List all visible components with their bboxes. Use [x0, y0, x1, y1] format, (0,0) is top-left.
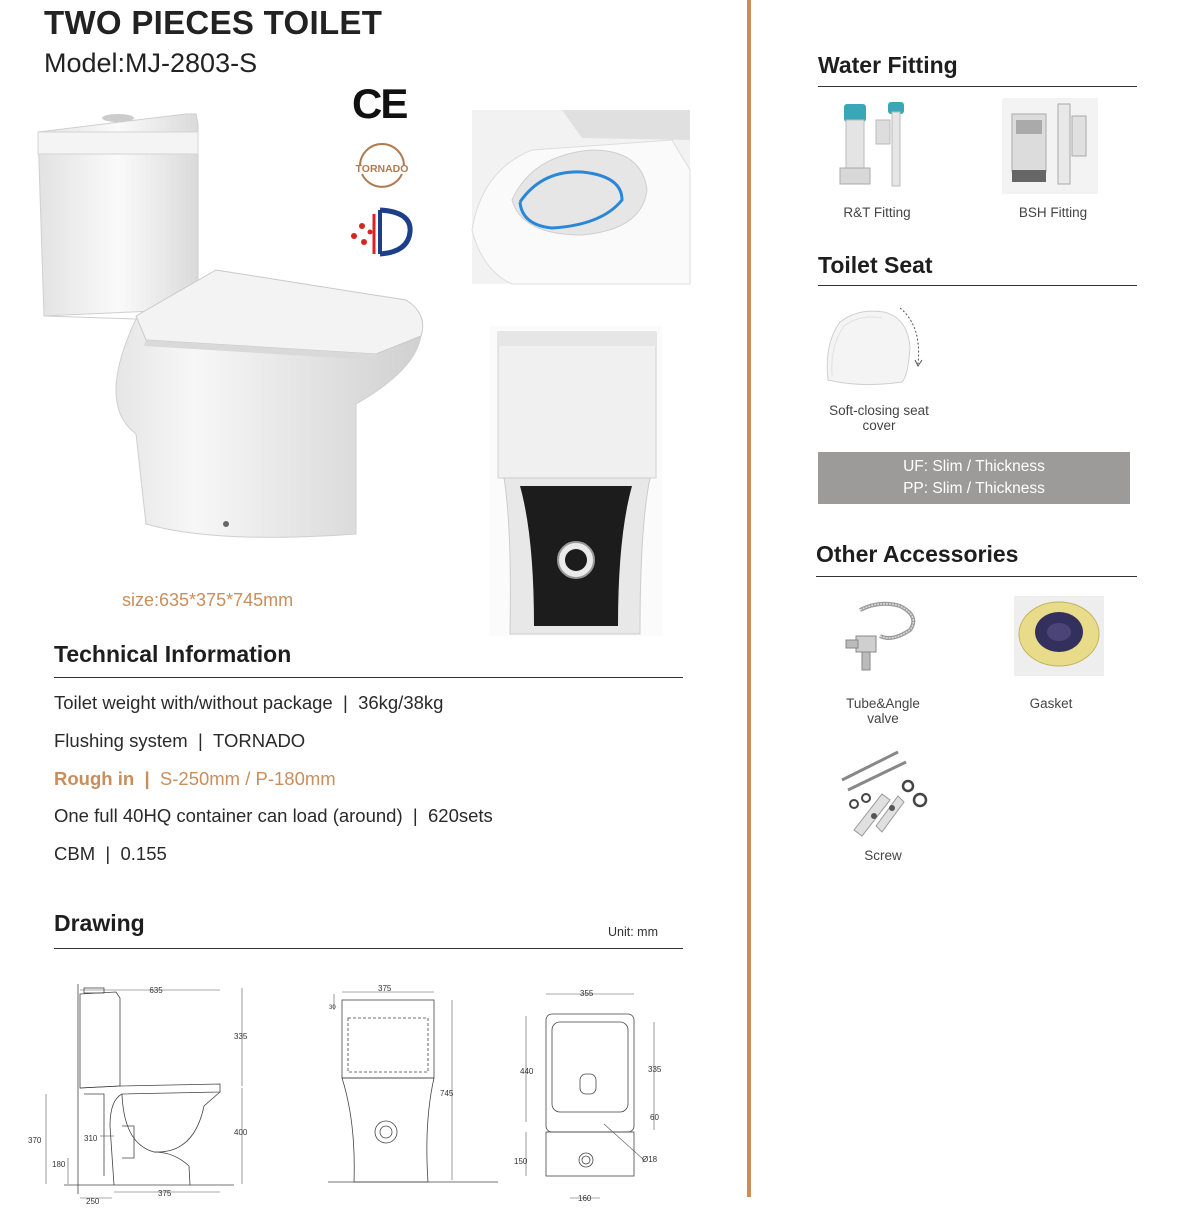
svg-text:180: 180 — [52, 1160, 66, 1169]
spec-separator: | — [412, 805, 418, 826]
spec-row-flushing — [54, 730, 305, 752]
svg-text:335: 335 — [648, 1065, 662, 1074]
screw-label: Screw — [864, 848, 902, 863]
spec-label: CBM — [54, 843, 96, 864]
drawing-heading: Drawing — [54, 910, 145, 936]
spec-value: 0.155 — [120, 843, 167, 864]
svg-text:355: 355 — [580, 989, 594, 998]
svg-text:745: 745 — [440, 1089, 454, 1098]
svg-text:150: 150 — [514, 1157, 528, 1166]
svg-text:440: 440 — [520, 1067, 534, 1076]
accessory-label-line2: valve — [867, 711, 899, 726]
spec-row-rough-in — [54, 768, 336, 790]
spec-value: TORNADO — [213, 730, 306, 751]
screw-image — [836, 746, 932, 840]
svg-text:TORNADO: TORNADO — [355, 163, 409, 175]
spec-label: Rough in — [54, 768, 135, 789]
technical-divider — [54, 677, 683, 678]
spec-separator: | — [342, 692, 348, 713]
svg-text:335: 335 — [234, 1032, 248, 1041]
spec-label: One full 40HQ container can load (around) — [54, 805, 403, 826]
seat-spec-box — [818, 452, 1130, 504]
gasket-label: Gasket — [1029, 696, 1073, 711]
ce-mark: CE — [352, 80, 407, 127]
svg-text:Ø18: Ø18 — [642, 1155, 658, 1164]
gasket-image — [1014, 596, 1104, 676]
svg-text:370: 370 — [28, 1136, 42, 1145]
front-view-photo — [490, 326, 662, 636]
svg-text:375: 375 — [378, 984, 392, 993]
tube-angle-valve-label — [826, 696, 940, 726]
svg-text:60: 60 — [650, 1113, 659, 1122]
toilet-seat-heading: Toilet Seat — [818, 252, 933, 278]
unit-label: Unit: mm — [608, 925, 658, 939]
tube-angle-valve-image — [840, 596, 930, 682]
other-accessories-heading: Other Accessories — [816, 541, 1019, 567]
spec-value: S-250mm / P-180mm — [159, 768, 336, 789]
column-divider — [747, 0, 751, 1197]
bsh-fitting-image — [1002, 98, 1098, 194]
svg-text:375: 375 — [158, 1189, 172, 1198]
toilet-main-photo — [36, 104, 436, 544]
rimless-bowl-photo — [472, 110, 690, 284]
water-fitting-divider — [818, 86, 1137, 87]
svg-text:160: 160 — [578, 1194, 592, 1203]
seat-spec-uf: UF: Slim / Thickness — [903, 458, 1045, 475]
rt-fitting-image — [836, 98, 926, 194]
front-view-drawing — [328, 982, 498, 1192]
model-number: Model:MJ-2803-S — [44, 48, 258, 78]
spec-separator: | — [105, 843, 111, 864]
top-view-drawing — [514, 984, 674, 1206]
spec-separator: | — [197, 730, 203, 751]
spec-row-container — [54, 805, 493, 827]
svg-text:250: 250 — [86, 1197, 100, 1206]
spec-row-weight — [54, 692, 443, 714]
soft-close-seat-image — [822, 304, 928, 388]
seat-label-line1: Soft-closing seat — [829, 403, 929, 418]
svg-text:400: 400 — [234, 1128, 248, 1137]
water-fitting-heading: Water Fitting — [818, 52, 958, 78]
size-caption: size:635*375*745mm — [122, 590, 294, 610]
toilet-seat-divider — [818, 285, 1137, 286]
soft-close-seat-label — [816, 403, 942, 433]
other-accessories-divider — [816, 576, 1137, 577]
bsh-fitting-label: BSH Fitting — [1018, 205, 1088, 220]
accessory-label-line1: Tube&Angle — [846, 696, 920, 711]
spec-separator: | — [144, 768, 150, 789]
svg-text:635: 635 — [149, 986, 163, 995]
page-title: TWO PIECES TOILET — [44, 4, 383, 41]
seat-spec-pp: PP: Slim / Thickness — [903, 480, 1045, 497]
rt-fitting-label: R&T Fitting — [843, 205, 911, 220]
seat-label-line2: cover — [862, 418, 896, 433]
spec-label: Flushing system — [54, 730, 188, 751]
spec-value: 36kg/38kg — [358, 692, 444, 713]
side-view-drawing — [24, 976, 248, 1208]
spec-row-cbm — [54, 843, 167, 865]
spec-value: 620sets — [428, 805, 493, 826]
spec-label: Toilet weight with/without package — [54, 692, 333, 713]
technical-heading: Technical Information — [54, 641, 292, 667]
svg-text:30: 30 — [329, 1005, 336, 1011]
svg-text:310: 310 — [84, 1134, 98, 1143]
drawing-divider — [54, 948, 683, 949]
